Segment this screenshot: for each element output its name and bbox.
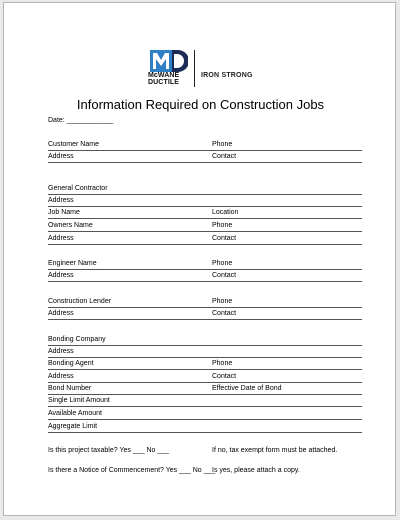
date-field[interactable]: Date: ____________ xyxy=(48,117,114,124)
field-label: Bonding Agent xyxy=(48,360,94,367)
document-page xyxy=(3,2,396,516)
field-label: Address xyxy=(48,348,74,355)
field-label: Contact xyxy=(212,272,237,279)
logo-divider xyxy=(194,50,195,87)
field-label: Phone xyxy=(212,222,233,229)
mcwane-md-logo-icon xyxy=(150,50,188,72)
field-label: Address xyxy=(48,153,74,160)
field-label: Customer Name xyxy=(48,141,99,148)
field-label: Contact xyxy=(212,373,237,380)
field-label: Available Amount xyxy=(48,410,102,417)
form-row[interactable] xyxy=(48,151,362,163)
field-label: Phone xyxy=(212,141,233,148)
form-row[interactable] xyxy=(48,270,362,282)
field-label: Effective Date of Bond xyxy=(212,385,282,392)
form-row[interactable] xyxy=(48,233,362,245)
field-label: Contact xyxy=(212,310,237,317)
form-row[interactable] xyxy=(48,421,362,433)
form-row[interactable] xyxy=(48,371,362,383)
field-label: Engineer Name xyxy=(48,260,97,267)
form-row[interactable] xyxy=(48,408,362,420)
field-label: Contact xyxy=(212,153,237,160)
form-row[interactable] xyxy=(48,296,362,308)
taxable-note: If no, tax exempt form must be attached. xyxy=(212,447,338,454)
form-row[interactable] xyxy=(48,195,362,207)
field-label: Contact xyxy=(212,235,237,242)
field-label: Aggregate Limit xyxy=(48,423,98,430)
field-label: Job Name xyxy=(48,209,80,216)
form-row[interactable] xyxy=(48,207,362,219)
form-row[interactable] xyxy=(48,308,362,320)
field-label: Owners Name xyxy=(48,222,93,229)
taxable-question: Is this project taxable? Yes ___ No ___ xyxy=(48,447,170,454)
field-label: Phone xyxy=(212,298,233,305)
field-label: Bonding Company xyxy=(48,336,106,343)
logo-name-line2: DUCTILE xyxy=(148,79,180,86)
commencement-question: Is there a Notice of Commencement? Yes ___ No ___ xyxy=(48,467,216,474)
commencement-note: Is yes, please attach a copy. xyxy=(212,467,300,474)
field-label: Address xyxy=(48,373,74,380)
form-row[interactable] xyxy=(48,334,362,346)
form-row[interactable] xyxy=(48,139,362,151)
form-row[interactable] xyxy=(48,346,362,358)
field-label: General Contractor xyxy=(48,185,108,192)
field-label: Phone xyxy=(212,260,233,267)
field-label: Address xyxy=(48,235,74,242)
form-row[interactable] xyxy=(48,358,362,370)
field-label: Location xyxy=(212,209,239,216)
field-label: Phone xyxy=(212,360,233,367)
logo-wordmark xyxy=(148,72,179,86)
document-title: Information Required on Construction Jobs xyxy=(76,97,325,112)
field-label: Construction Lender xyxy=(48,298,112,305)
field-label: Address xyxy=(48,272,74,279)
form-row[interactable] xyxy=(48,220,362,232)
logo-tagline: IRON STRONG xyxy=(201,72,253,79)
field-label: Address xyxy=(48,310,74,317)
form-row[interactable] xyxy=(48,258,362,270)
field-label: Bond Number xyxy=(48,385,92,392)
form-row[interactable] xyxy=(48,383,362,395)
form-row[interactable] xyxy=(48,395,362,407)
field-label: Single Limit Amount xyxy=(48,397,110,404)
logo-name-line1: McWANE xyxy=(148,72,180,79)
form-row[interactable] xyxy=(48,183,362,195)
field-label: Address xyxy=(48,197,74,204)
